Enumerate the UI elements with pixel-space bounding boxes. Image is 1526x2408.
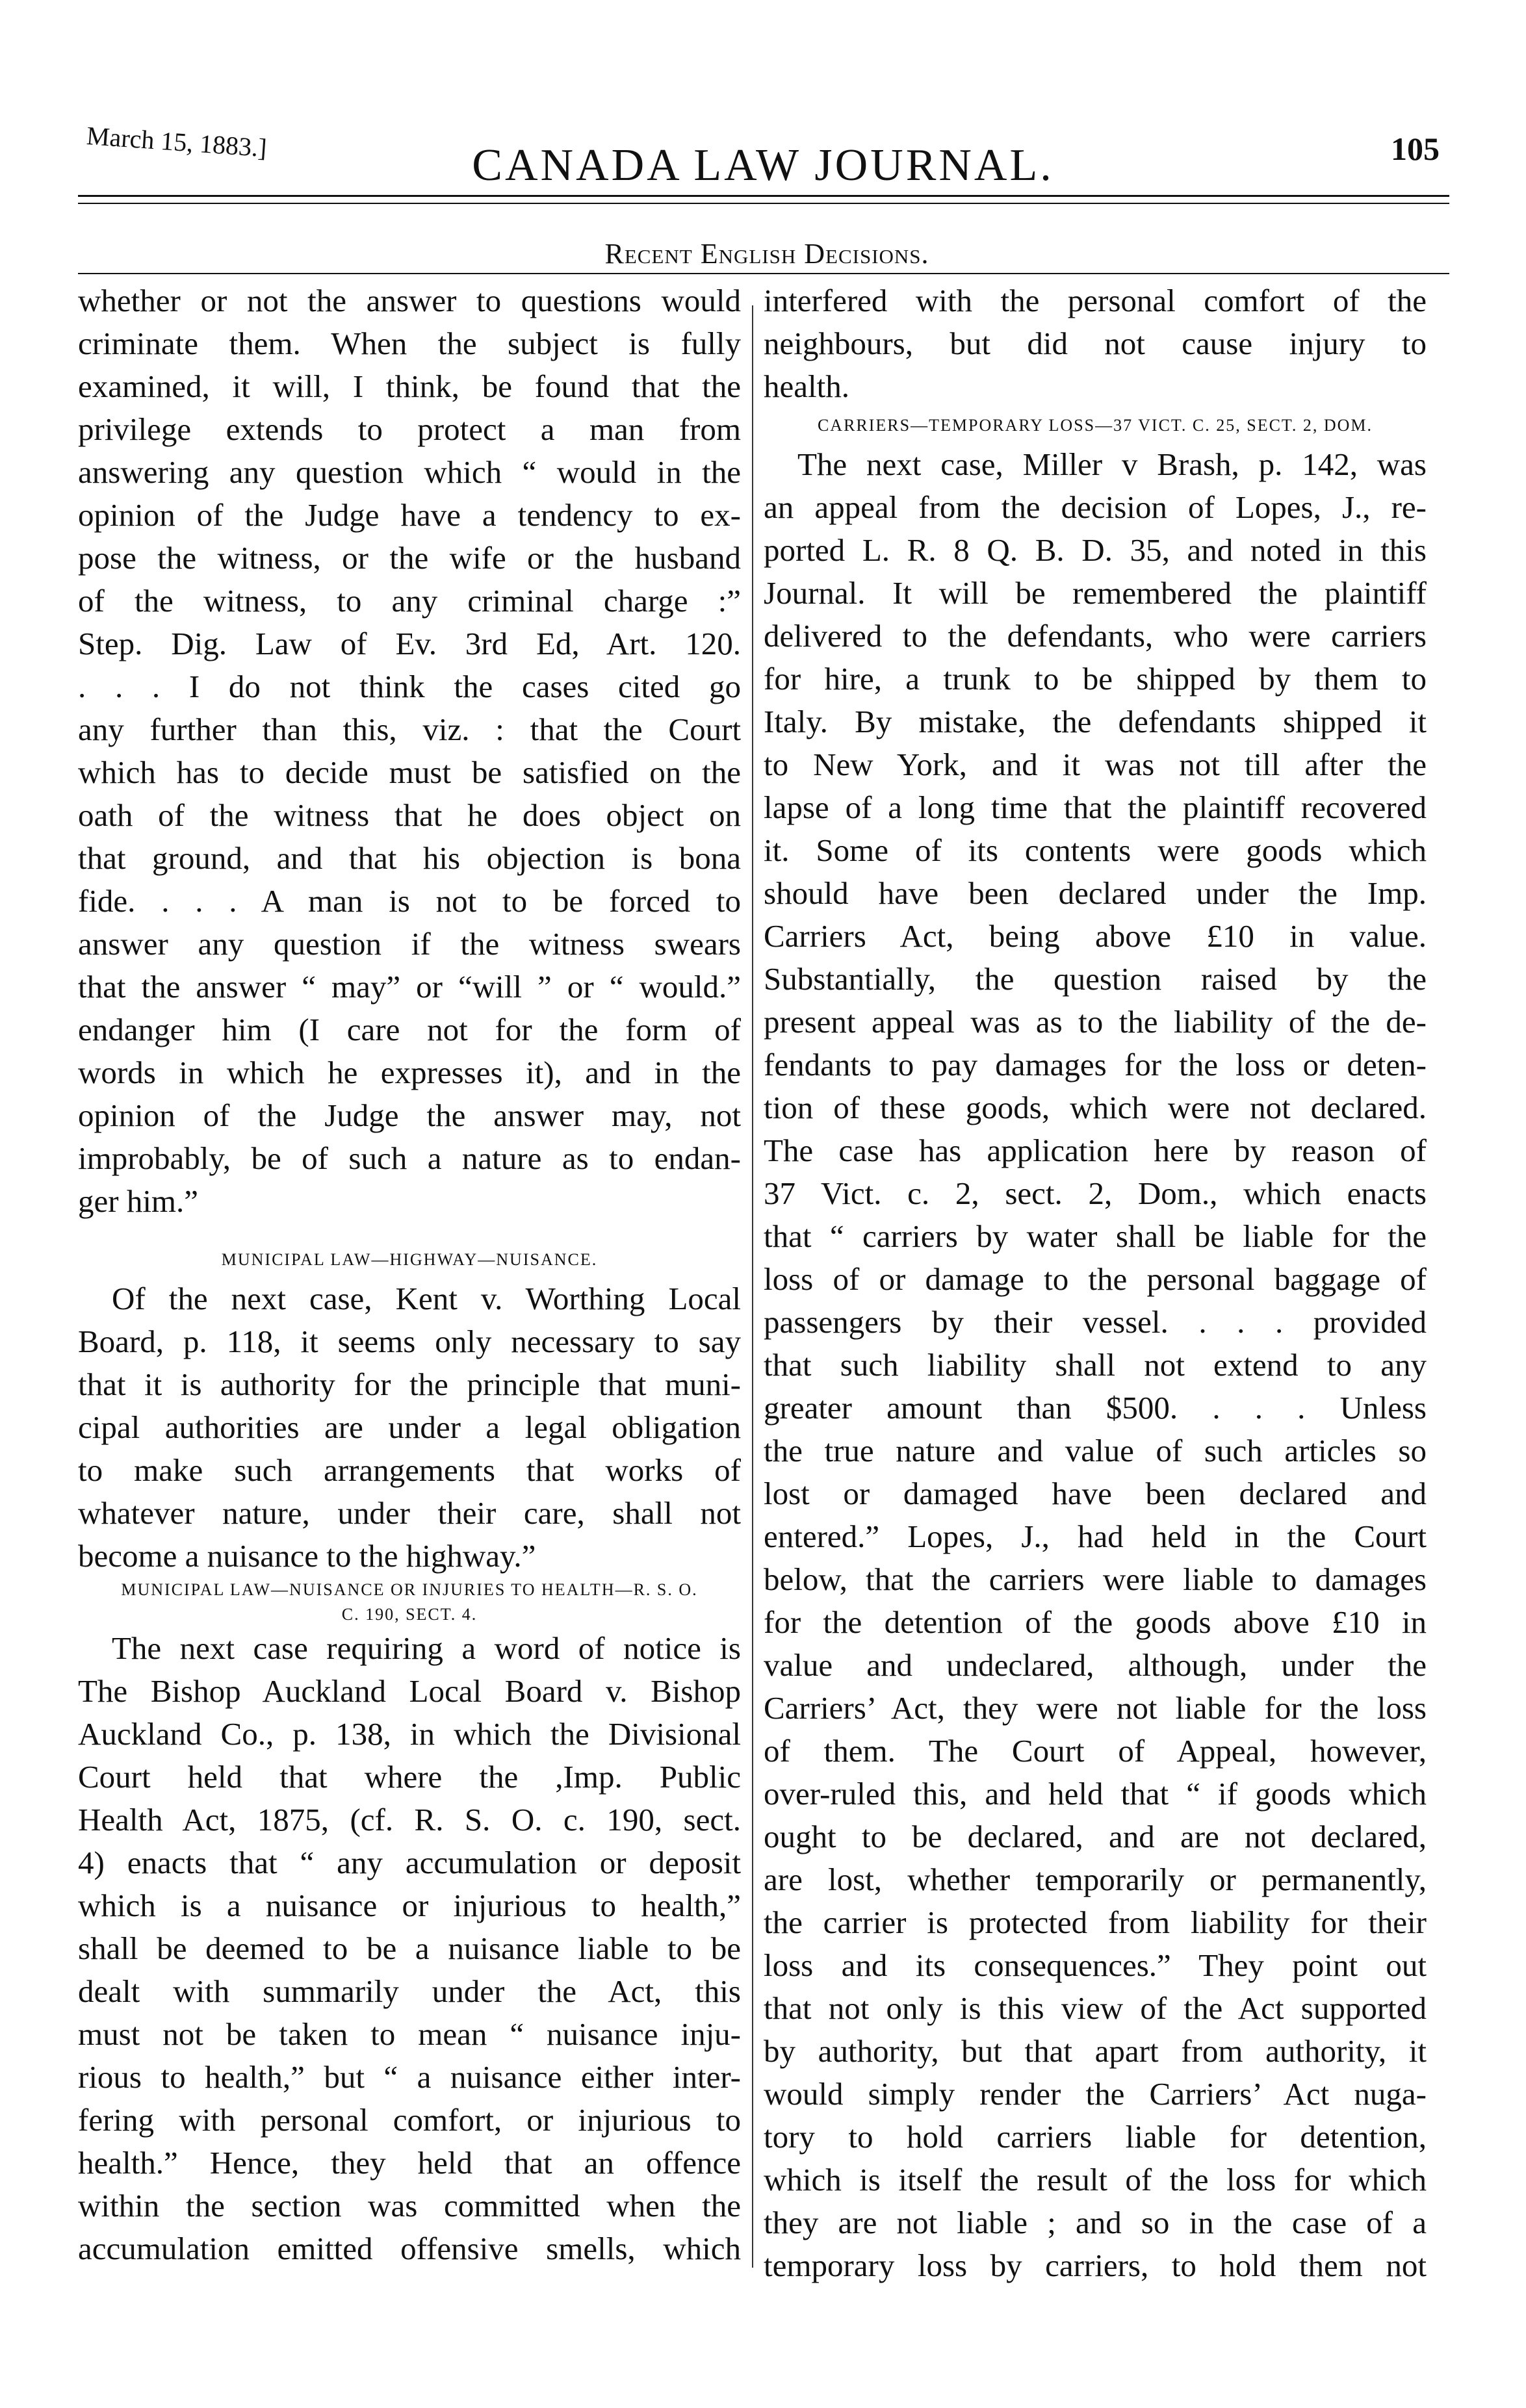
text-line: 4) enacts that “ any accumulation or deposit (78, 1845, 741, 1880)
header-rule-bottom (78, 203, 1449, 204)
text-line: Journal. It will be remembered the plaintiff (764, 575, 1427, 611)
text-line: that such liability shall not extend to any (764, 1347, 1427, 1383)
text-line: ger him.” (78, 1183, 199, 1219)
text-line: dealt with summarily under the Act, this (78, 1973, 741, 2009)
text-line: they are not liable ; and so in the case of a (764, 2205, 1427, 2240)
text-line: which has to decide must be satisfied on the (78, 754, 741, 790)
text-line: Board, p. 118, it seems only necessary to say (78, 1324, 741, 1359)
text-line: oath of the witness that he does object on (78, 797, 741, 833)
text-line: that it is authority for the principle that muni- (78, 1366, 741, 1402)
text-line: must not be taken to mean “ nuisance inju- (78, 2016, 741, 2052)
text-line: fendants to pay damages for the loss or deten- (764, 1047, 1427, 1082)
paragraph-kent-v-worthing (78, 1277, 741, 1578)
text-line: criminate them. When the subject is fully (78, 326, 741, 361)
text-line: 37 Vict. c. 2, sect. 2, Dom., which enacts (764, 1175, 1427, 1211)
paragraph-miller-v-brash (764, 443, 1427, 2287)
text-line: present appeal was as to the liability of the de- (764, 1004, 1427, 1040)
text-line: which is a nuisance or injurious to health,” (78, 1888, 741, 1923)
text-line: loss of or damage to the personal baggage of (764, 1261, 1427, 1297)
text-line: answering any question which “ would in the (78, 454, 741, 490)
text-line: Step. Dig. Law of Ev. 3rd Ed, Art. 120. (78, 626, 741, 661)
text-line: health.” Hence, they held that an offence (78, 2145, 741, 2181)
text-line: rious to health,” but “ a nuisance either inter- (78, 2059, 741, 2095)
text-line: which is itself the result of the loss for which (764, 2162, 1427, 2197)
text-line: become a nuisance to the highway.” (78, 1538, 536, 1574)
text-line: cipal authorities are under a legal obligation (78, 1409, 741, 1445)
text-line: tion of these goods, which were not declared. (764, 1090, 1427, 1125)
left-column (78, 279, 741, 2270)
text-line: ought to be declared, and are not declared, (764, 1819, 1427, 1854)
text-line: shall be deemed to be a nuisance liable to be (78, 1930, 741, 1966)
text-line: that “ carriers by water shall be liable for the (764, 1218, 1427, 1254)
text-line: Carriers’ Act, they were not liable for the loss (764, 1690, 1427, 1726)
text-line: it. Some of its contents were goods which (764, 832, 1427, 868)
text-line: ported L. R. 8 Q. B. D. 35, and noted in this (764, 532, 1427, 568)
text-line: Italy. By mistake, the defendants shipped it (764, 704, 1427, 739)
text-line: of the witness, to any criminal charge :” (78, 583, 741, 619)
text-line: for hire, a trunk to be shipped by them to (764, 661, 1427, 697)
text-line: Carriers Act, being above £10 in value. (764, 918, 1427, 954)
text-line: endanger him (I care not for the form of (78, 1012, 741, 1047)
text-line: words in which he expresses it), and in the (78, 1055, 741, 1090)
text-line: passengers by their vessel. . . . provided (764, 1304, 1427, 1340)
text-line: pose the witness, or the wife or the husband (78, 540, 741, 576)
text-line: fide. . . . A man is not to be forced to (78, 883, 741, 919)
text-line: Court held that where the ,Imp. Public (78, 1759, 741, 1795)
section-heading: CARRIERS—TEMPORARY LOSS—37 VICT. C. 25, SECT. 2, DOM. (817, 416, 1373, 435)
text-line: Auckland Co., p. 138, in which the Divisional (78, 1716, 741, 1752)
text-line: are lost, whether temporarily or permanently, (764, 1862, 1427, 1897)
text-line: . . . I do not think the cases cited go (78, 669, 741, 704)
column-divider (752, 305, 753, 2268)
right-column (764, 279, 1427, 2287)
text-line: The case has application here by reason of (764, 1133, 1427, 1168)
text-line: health. (764, 368, 849, 404)
text-line: Substantially, the question raised by the (764, 961, 1427, 997)
text-line: within the section was committed when the (78, 2188, 741, 2223)
text-line: tory to hold carriers liable for detention, (764, 2119, 1427, 2155)
text-line: the carrier is protected from liability for their (764, 1904, 1427, 1940)
text-line: value and undeclared, although, under the (764, 1647, 1427, 1683)
text-line: opinion of the Judge the answer may, not (78, 1097, 741, 1133)
text-line: temporary loss by carriers, to hold them not (764, 2248, 1427, 2283)
text-line: of them. The Court of Appeal, however, (764, 1733, 1427, 1769)
text-line: The next case, Miller v Brash, p. 142, was (797, 446, 1427, 482)
text-line: neighbours, but did not cause injury to (764, 326, 1427, 361)
text-line: The Bishop Auckland Local Board v. Bishop (78, 1673, 741, 1709)
text-line: accumulation emitted offensive smells, which (78, 2231, 741, 2266)
text-line: any further than this, viz. : that the Court (78, 711, 741, 747)
text-line: should have been declared under the Imp. (764, 875, 1427, 911)
paragraph-quotation (78, 279, 741, 1223)
text-line: Health Act, 1875, (cf. R. S. O. c. 190, sect. (78, 1802, 741, 1838)
text-line: the true nature and value of such articles so (764, 1433, 1427, 1468)
text-line: entered.” Lopes, J., had held in the Court (764, 1518, 1427, 1554)
journal-title: CANADA LAW JOURNAL. (472, 140, 1054, 190)
text-line: improbably, be of such a nature as to endan- (78, 1140, 741, 1176)
paragraph-continuation (764, 279, 1427, 408)
text-line: Of the next case, Kent v. Worthing Local (112, 1281, 741, 1316)
text-line: lapse of a long time that the plaintiff recovered (764, 789, 1427, 825)
section-rule (78, 273, 1449, 274)
text-line: examined, it will, I think, be found that the (78, 368, 741, 404)
text-line: fering with personal comfort, or injurious to (78, 2102, 741, 2138)
text-line: that not only is this view of the Act supported (764, 1990, 1427, 2026)
text-line: answer any question if the witness swears (78, 926, 741, 962)
text-line: that ground, and that his objection is bona (78, 840, 741, 876)
text-line: opinion of the Judge have a tendency to ex- (78, 497, 741, 533)
section-heading: MUNICIPAL LAW—NUISANCE OR INJURIES TO HEALTH—R. S. O. (121, 1580, 698, 1599)
text-line: whether or not the answer to questions would (78, 283, 741, 318)
text-line: delivered to the defendants, who were carriers (764, 618, 1427, 654)
text-line: to New York, and it was not till after the (764, 747, 1427, 782)
text-line: would simply render the Carriers’ Act nuga- (764, 2076, 1427, 2112)
text-line: The next case requiring a word of notice is (112, 1630, 741, 1666)
text-line: greater amount than $500. . . . Unless (764, 1390, 1427, 1426)
issue-date: March 15, 1883.] (85, 120, 268, 163)
text-line: whatever nature, under their care, shall not (78, 1495, 741, 1531)
text-line: interfered with the personal comfort of the (764, 283, 1427, 318)
section-heading-cont: C. 190, SECT. 4. (341, 1605, 478, 1624)
section-title: Recent English Decisions. (604, 238, 929, 270)
text-line: that the answer “ may” or “will ” or “ would.” (78, 969, 741, 1005)
paragraph-bishop-auckland (78, 1627, 741, 2270)
text-line: an appeal from the decision of Lopes, J., re- (764, 489, 1427, 525)
text-line: loss and its consequences.” They point out (764, 1947, 1427, 1983)
text-line: below, that the carriers were liable to damages (764, 1561, 1427, 1597)
section-heading: MUNICIPAL LAW—HIGHWAY—NUISANCE. (221, 1250, 598, 1269)
header-rule-top (78, 195, 1449, 197)
text-line: by authority, but that apart from authority, it (764, 2033, 1427, 2069)
text-line: for the detention of the goods above £10 in (764, 1604, 1427, 1640)
page-number: 105 (1391, 131, 1440, 167)
text-line: to make such arrangements that works of (78, 1452, 741, 1488)
text-line: lost or damaged have been declared and (764, 1476, 1427, 1511)
text-line: over-ruled this, and held that “ if goods which (764, 1776, 1427, 1812)
text-line: privilege extends to protect a man from (78, 411, 741, 447)
